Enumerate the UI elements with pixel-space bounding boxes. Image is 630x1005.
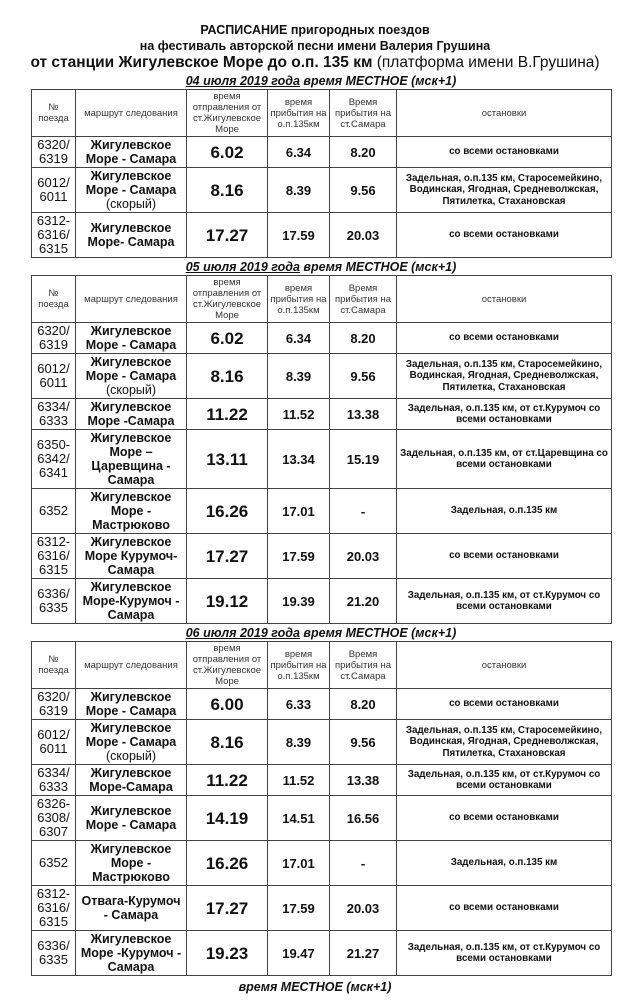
train-number: 6336/ 6335 — [32, 579, 76, 624]
route-cell — [76, 430, 187, 489]
column-header: Время прибытия на ст.Самара — [330, 90, 397, 137]
departure-time: 17.27 — [187, 213, 268, 258]
stops: со всеми остановками — [397, 213, 612, 258]
stops: со всеми остановками — [397, 534, 612, 579]
arrival-135km: 8.39 — [268, 168, 330, 213]
departure-time: 19.23 — [187, 931, 268, 976]
stops: Задельная, о.п.135 км, Старосемейкино, Водинская, Ягодная, Средневолжская, Пятилетка, Стахановская — [397, 720, 612, 765]
train-number: 6012/ 6011 — [32, 354, 76, 399]
arrival-samara: - — [330, 841, 397, 886]
train-number: 6352 — [32, 489, 76, 534]
table-row — [32, 765, 612, 796]
title-platform: (платформа имени В.Грушина) — [372, 54, 600, 71]
route-cell — [76, 213, 187, 258]
table-row — [32, 579, 612, 624]
train-number: 6312- 6316/ 6315 — [32, 534, 76, 579]
schedule-block-2 — [31, 626, 611, 976]
column-header: № поезда — [32, 642, 76, 689]
table-row — [32, 689, 612, 720]
time-note: время МЕСТНОЕ (мск+1) — [299, 74, 457, 88]
departure-time: 17.27 — [187, 886, 268, 931]
column-header: время прибытия на о.п.135км — [268, 90, 330, 137]
column-header: время отправления от ст.Жигулевское Море — [187, 642, 268, 689]
route-cell — [76, 168, 187, 213]
train-number: 6336/ 6335 — [32, 931, 76, 976]
stops: Задельная, о.п.135 км — [397, 489, 612, 534]
stops: Задельная, о.п.135 км, Старосемейкино, Водинская, Ягодная, Средневолжская, Пятилетка, Стахановская — [397, 168, 612, 213]
route: Жигулевское Море - Мастрюково — [90, 842, 172, 884]
departure-time: 6.02 — [187, 323, 268, 354]
document-title — [0, 22, 630, 72]
schedule-table — [31, 641, 612, 976]
route: Жигулевское Море-Самара — [89, 766, 173, 794]
stops: Задельная, о.п.135 км, от ст.Курумоч со всеми остановками — [397, 579, 612, 624]
schedule-table — [31, 89, 612, 258]
stops: со всеми остановками — [397, 886, 612, 931]
title-line-3 — [0, 54, 630, 72]
train-number: 6012/ 6011 — [32, 720, 76, 765]
schedule-date: 06 июля 2019 года — [185, 626, 300, 640]
departure-time: 8.16 — [187, 168, 268, 213]
route: Жигулевское Море -Самара — [87, 400, 175, 428]
stops: Задельная, о.п.135 км, от ст.Царевщина со всеми остановками — [397, 430, 612, 489]
table-row — [32, 137, 612, 168]
stops: со всеми остановками — [397, 137, 612, 168]
route-cell — [76, 689, 187, 720]
train-number: 6320/ 6319 — [32, 323, 76, 354]
route: Жигулевское Море - Самара — [85, 169, 177, 197]
train-number: 6320/ 6319 — [32, 137, 76, 168]
route-cell — [76, 931, 187, 976]
route-cell — [76, 489, 187, 534]
departure-time: 17.27 — [187, 534, 268, 579]
stops: Задельная, о.п.135 км — [397, 841, 612, 886]
route: Жигулевское Море - Самара — [85, 324, 177, 352]
column-header: остановки — [397, 642, 612, 689]
title-route: от станции Жигулевское Море до о.п. 135 км — [30, 54, 373, 71]
arrival-135km: 6.34 — [268, 323, 330, 354]
arrival-samara: 15.19 — [330, 430, 397, 489]
column-header: время прибытия на о.п.135км — [268, 642, 330, 689]
route: Отвага-Курумоч - Самара — [81, 894, 181, 922]
route: Жигулевское Море - Самара — [85, 138, 177, 166]
table-row — [32, 489, 612, 534]
arrival-samara: 9.56 — [330, 168, 397, 213]
table-row — [32, 168, 612, 213]
route-cell — [76, 399, 187, 430]
table-row — [32, 399, 612, 430]
train-number: 6350- 6342/ 6341 — [32, 430, 76, 489]
arrival-135km: 8.39 — [268, 720, 330, 765]
column-header: остановки — [397, 90, 612, 137]
arrival-135km: 19.47 — [268, 931, 330, 976]
route-note: (скорый) — [105, 197, 157, 211]
title-line-1: РАСПИСАНИЕ пригородных поездов — [200, 23, 430, 37]
route: Жигулевское Море Курумоч-Самара — [84, 535, 178, 577]
schedule-date: 04 июля 2019 года — [185, 74, 300, 88]
route-cell — [76, 796, 187, 841]
stops: Задельная, о.п.135 км, от ст.Курумоч со всеми остановками — [397, 765, 612, 796]
route-cell — [76, 579, 187, 624]
departure-time: 11.22 — [187, 765, 268, 796]
footer-time-note: время МЕСТНОЕ (мск+1) — [238, 980, 392, 994]
stops: Задельная, о.п.135 км, Старосемейкино, Водинская, Ягодная, Средневолжская, Пятилетка, Стахановская — [397, 354, 612, 399]
table-header-row — [32, 642, 612, 689]
schedule-date: 05 июля 2019 года — [185, 260, 300, 274]
route-cell — [76, 720, 187, 765]
table-row — [32, 931, 612, 976]
arrival-135km: 6.33 — [268, 689, 330, 720]
departure-time: 6.00 — [187, 689, 268, 720]
train-number: 6352 — [32, 841, 76, 886]
column-header: маршрут следования — [76, 642, 187, 689]
arrival-135km: 6.34 — [268, 137, 330, 168]
table-row — [32, 886, 612, 931]
column-header: время отправления от ст.Жигулевское Море — [187, 90, 268, 137]
arrival-samara: - — [330, 489, 397, 534]
column-header: Время прибытия на ст.Самара — [330, 642, 397, 689]
departure-time: 11.22 — [187, 399, 268, 430]
train-number: 6012/ 6011 — [32, 168, 76, 213]
arrival-135km: 13.34 — [268, 430, 330, 489]
schedule-table — [31, 275, 612, 624]
arrival-samara: 16.56 — [330, 796, 397, 841]
route-cell — [76, 765, 187, 796]
stops: со всеми остановками — [397, 689, 612, 720]
train-number: 6312- 6316/ 6315 — [32, 213, 76, 258]
column-header: время прибытия на о.п.135км — [268, 276, 330, 323]
route: Жигулевское Море – Царевщина - Самара — [90, 431, 172, 487]
arrival-135km: 17.59 — [268, 886, 330, 931]
route: Жигулевское Море-Курумоч - Самара — [82, 580, 180, 622]
column-header: Время прибытия на ст.Самара — [330, 276, 397, 323]
route-note: (скорый) — [105, 383, 157, 397]
route: Жигулевское Море- Самара — [87, 221, 175, 249]
table-row — [32, 213, 612, 258]
route-cell — [76, 534, 187, 579]
arrival-samara: 13.38 — [330, 765, 397, 796]
table-row — [32, 796, 612, 841]
arrival-samara: 21.27 — [330, 931, 397, 976]
arrival-samara: 9.56 — [330, 354, 397, 399]
table-row — [32, 841, 612, 886]
route-cell — [76, 354, 187, 399]
arrival-samara: 8.20 — [330, 689, 397, 720]
train-number: 6334/ 6333 — [32, 399, 76, 430]
time-note: время МЕСТНОЕ (мск+1) — [299, 260, 457, 274]
column-header: № поезда — [32, 276, 76, 323]
schedule-block-1 — [31, 260, 611, 624]
column-header: маршрут следования — [76, 276, 187, 323]
arrival-samara: 20.03 — [330, 534, 397, 579]
route-cell — [76, 886, 187, 931]
arrival-135km: 17.01 — [268, 841, 330, 886]
arrival-135km: 19.39 — [268, 579, 330, 624]
route-cell — [76, 323, 187, 354]
schedule-date-heading — [31, 626, 611, 641]
departure-time: 16.26 — [187, 489, 268, 534]
table-row — [32, 534, 612, 579]
arrival-135km: 17.59 — [268, 534, 330, 579]
arrival-135km: 11.52 — [268, 765, 330, 796]
table-row — [32, 323, 612, 354]
route: Жигулевское Море -Курумоч - Самара — [80, 932, 182, 974]
column-header: маршрут следования — [76, 90, 187, 137]
arrival-samara: 8.20 — [330, 323, 397, 354]
stops: Задельная, о.п.135 км, от ст.Курумоч со всеми остановками — [397, 931, 612, 976]
arrival-135km: 14.51 — [268, 796, 330, 841]
departure-time: 16.26 — [187, 841, 268, 886]
route: Жигулевское Море - Мастрюково — [90, 490, 172, 532]
column-header: остановки — [397, 276, 612, 323]
train-number: 6320/ 6319 — [32, 689, 76, 720]
route: Жигулевское Море - Самара — [85, 355, 177, 383]
table-header-row — [32, 90, 612, 137]
schedule-block-0 — [31, 74, 611, 258]
route: Жигулевское Море - Самара — [85, 721, 177, 749]
arrival-samara: 20.03 — [330, 886, 397, 931]
table-row — [32, 354, 612, 399]
column-header: время отправления от ст.Жигулевское Море — [187, 276, 268, 323]
train-number: 6312- 6316/ 6315 — [32, 886, 76, 931]
table-row — [32, 720, 612, 765]
route: Жигулевское Море - Самара — [85, 804, 177, 832]
table-row — [32, 430, 612, 489]
departure-time: 19.12 — [187, 579, 268, 624]
departure-time: 6.02 — [187, 137, 268, 168]
train-number: 6326- 6308/ 6307 — [32, 796, 76, 841]
arrival-135km: 17.59 — [268, 213, 330, 258]
train-number: 6334/ 6333 — [32, 765, 76, 796]
column-header: № поезда — [32, 90, 76, 137]
departure-time: 8.16 — [187, 720, 268, 765]
arrival-135km: 8.39 — [268, 354, 330, 399]
stops: со всеми остановками — [397, 323, 612, 354]
schedule-date-heading — [31, 74, 611, 89]
route-cell — [76, 841, 187, 886]
route-cell — [76, 137, 187, 168]
table-header-row — [32, 276, 612, 323]
departure-time: 13.11 — [187, 430, 268, 489]
time-note: время МЕСТНОЕ (мск+1) — [299, 626, 457, 640]
arrival-samara: 8.20 — [330, 137, 397, 168]
title-line-2: на фестиваль авторской песни имени Валерия Грушина — [139, 39, 491, 53]
route: Жигулевское Море - Самара — [85, 690, 177, 718]
departure-time: 8.16 — [187, 354, 268, 399]
arrival-samara: 20.03 — [330, 213, 397, 258]
arrival-135km: 17.01 — [268, 489, 330, 534]
arrival-samara: 13.38 — [330, 399, 397, 430]
arrival-samara: 21.20 — [330, 579, 397, 624]
arrival-135km: 11.52 — [268, 399, 330, 430]
stops: со всеми остановками — [397, 796, 612, 841]
schedule-date-heading — [31, 260, 611, 275]
departure-time: 14.19 — [187, 796, 268, 841]
stops: Задельная, о.п.135 км, от ст.Курумоч со всеми остановками — [397, 399, 612, 430]
arrival-samara: 9.56 — [330, 720, 397, 765]
route-note: (скорый) — [105, 749, 157, 763]
